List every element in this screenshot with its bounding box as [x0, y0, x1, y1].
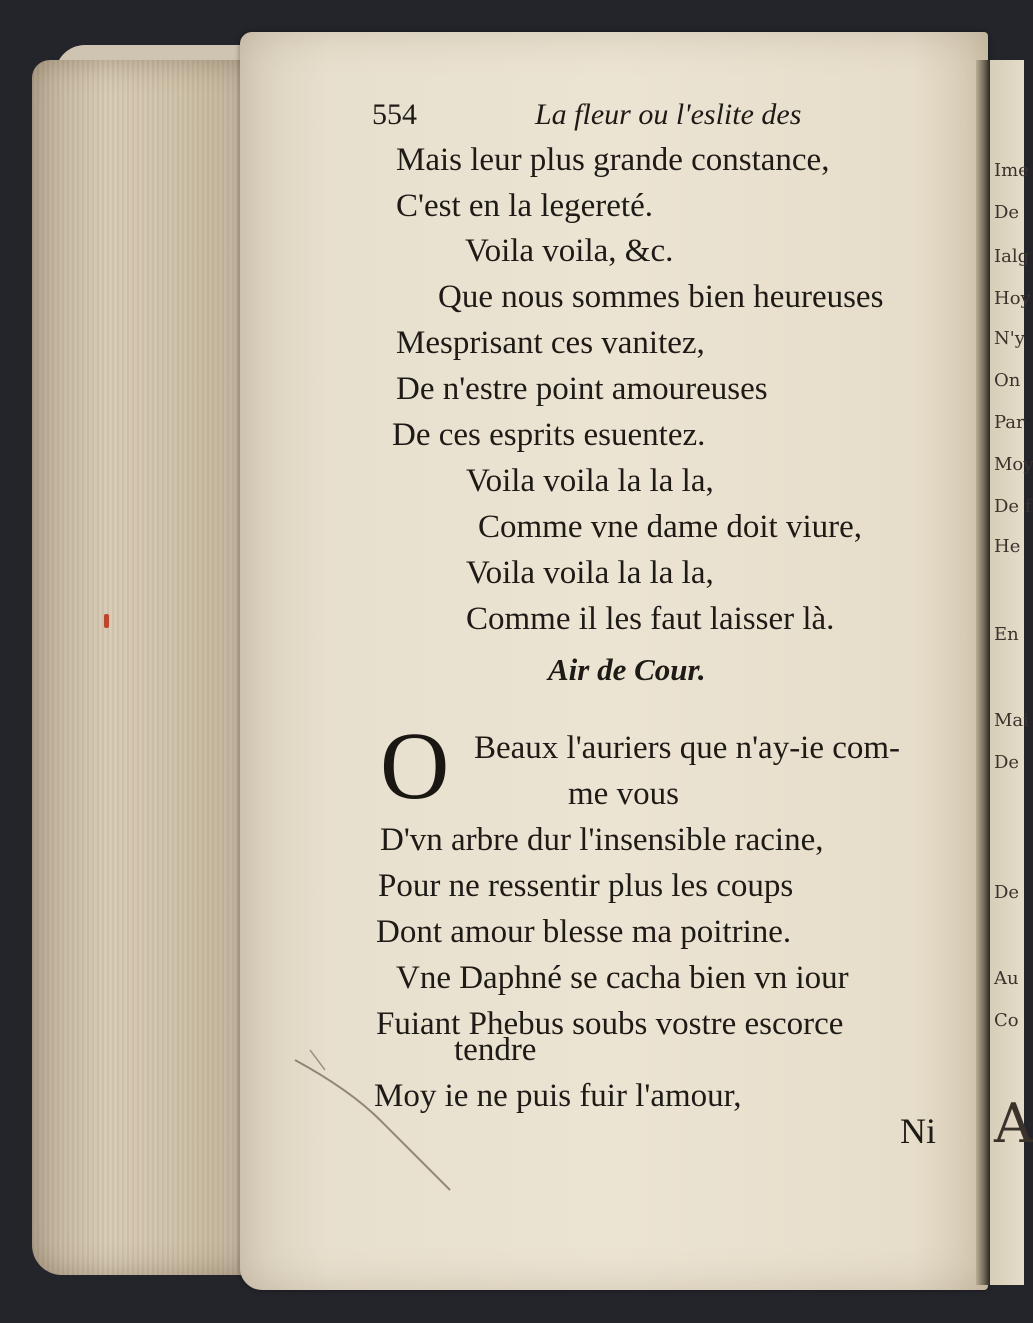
page-number: 554 — [372, 98, 417, 131]
next-page-fragment: Ialg — [994, 246, 1030, 267]
next-page-fragment: He — [994, 536, 1021, 557]
song-line: Mesprisant ces vanitez, — [396, 325, 705, 361]
song-line: C'est en la legereté. — [396, 188, 653, 224]
next-page-fragment: En — [994, 624, 1019, 645]
next-page-fragment: On — [994, 370, 1021, 391]
song-line: De n'estre point amoureuses — [396, 371, 768, 407]
air-line: tendre — [454, 1032, 537, 1068]
next-page-fragment: De f — [994, 496, 1032, 517]
next-page-fragment: Au — [994, 968, 1019, 989]
air-line: Vne Daphné se cacha bien vn iour — [396, 960, 849, 996]
next-page-fragment: N'y — [994, 328, 1025, 349]
air-line: D'vn arbre dur l'insensible racine, — [380, 822, 824, 858]
next-page-fragment: De — [994, 752, 1020, 773]
next-page-fragment: De — [994, 882, 1020, 903]
next-page-fragment: Co — [994, 1010, 1019, 1031]
book-gutter — [976, 60, 990, 1285]
next-page-fragment: Moy — [994, 454, 1033, 475]
song-refrain: Comme il les faut laisser là. — [466, 601, 835, 637]
right-page-edge — [990, 60, 1033, 1285]
air-line: me vous — [568, 776, 679, 812]
air-line: Moy ie ne puis fuir l'amour, — [374, 1078, 742, 1114]
red-ink-mark — [104, 614, 109, 628]
next-page-fragment: Mai — [994, 710, 1029, 731]
song-refrain: Voila voila la la la, — [466, 555, 714, 591]
next-page-fragment: De — [994, 202, 1020, 223]
song-line: De ces esprits esuentez. — [392, 417, 706, 453]
song-refrain: Voila voila, &c. — [465, 233, 674, 269]
song-line: Mais leur plus grande constance, — [396, 142, 830, 178]
song-refrain: Comme vne dame doit viure, — [478, 509, 862, 545]
running-title: La fleur ou l'eslite des — [535, 98, 802, 131]
air-line: Pour ne ressentir plus les coups — [378, 868, 794, 904]
song-line: Que nous sommes bien heureuses — [438, 279, 884, 315]
air-line: Fuiant Phebus soubs vostre escorce — [376, 1006, 844, 1042]
air-line: Dont amour blesse ma poitrine. — [376, 914, 792, 950]
next-page-fragment: Par — [994, 412, 1025, 433]
drop-cap: O — [380, 712, 450, 819]
section-title: Air de Cour. — [548, 652, 706, 687]
air-line: Beaux l'auriers que n'ay-ie com- — [474, 730, 901, 766]
next-page-fragment: Hoy — [994, 288, 1031, 309]
catchword: Ni — [900, 1111, 936, 1151]
next-page-fragment: A — [994, 1092, 1033, 1155]
next-page-fragment: Ime — [994, 160, 1029, 181]
song-refrain: Voila voila la la la, — [466, 463, 714, 499]
